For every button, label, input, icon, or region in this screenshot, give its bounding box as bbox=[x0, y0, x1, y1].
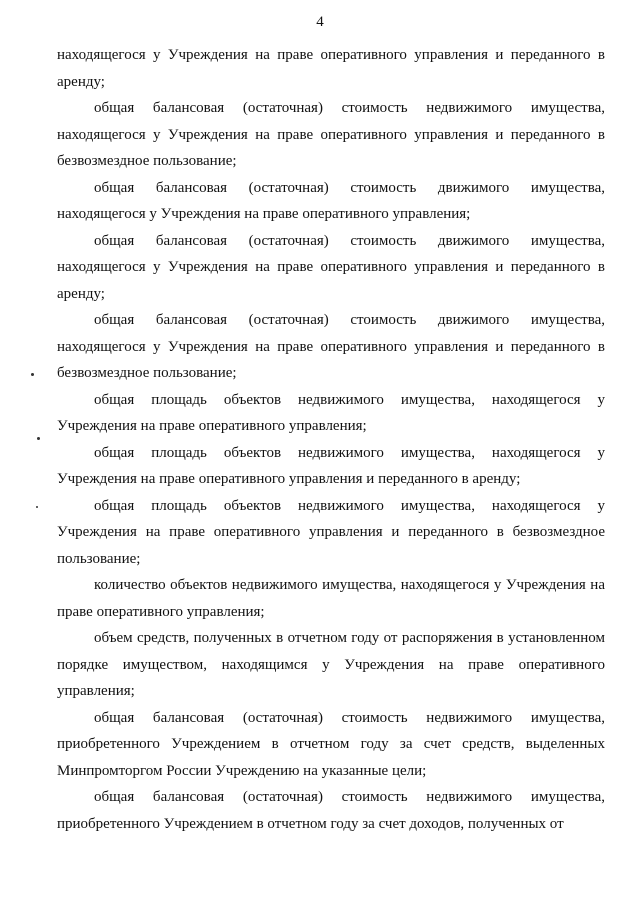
paragraph: общая площадь объектов недвижимого имущества, находящегося у Учреждения на праве оперативного управления; bbox=[57, 391, 605, 434]
paragraph: количество объектов недвижимого имущества, находящегося у Учреждения на праве оперативного управления; bbox=[57, 577, 605, 620]
paragraph: общая площадь объектов недвижимого имущества, находящегося у Учреждения на праве оперативного управления и переданного в аренду; bbox=[57, 444, 605, 487]
scan-speck bbox=[31, 373, 34, 376]
paragraph: объем средств, полученных в отчетном году от распоряжения в установленном порядке имуществом, находящимся у Учреждения на праве оперативного управления; bbox=[57, 630, 605, 699]
scan-speck bbox=[37, 437, 40, 440]
paragraph: общая балансовая (остаточная) стоимость движимого имущества, находящегося у Учреждения на праве оперативного управления; bbox=[57, 179, 605, 222]
paragraph: общая площадь объектов недвижимого имущества, находящегося у Учреждения на праве оперативного управления и переданного в безвозмездное пользование; bbox=[57, 497, 605, 567]
paragraph: общая балансовая (остаточная) стоимость движимого имущества, находящегося у Учреждения на праве оперативного управления и переданного в аренду; bbox=[57, 232, 605, 302]
document-body bbox=[57, 42, 605, 837]
scan-speck bbox=[36, 506, 38, 508]
paragraph: общая балансовая (остаточная) стоимость недвижимого имущества, приобретенного Учреждением в отчетном году за счет средств, выделенных Минпромторгом России Учреждению на указанные цели; bbox=[57, 709, 605, 779]
page-number: 4 bbox=[316, 14, 324, 30]
paragraph: общая балансовая (остаточная) стоимость недвижимого имущества, приобретенного Учреждением в отчетном году за счет доходов, полученных от bbox=[57, 789, 605, 832]
paragraph: общая балансовая (остаточная) стоимость недвижимого имущества, находящегося у Учреждения на праве оперативного управления и переданного в безвозмездное пользование; bbox=[57, 100, 605, 169]
paragraph: находящегося у Учреждения на праве оперативного управления и переданного в аренду; bbox=[57, 47, 605, 90]
paragraph: общая балансовая (остаточная) стоимость движимого имущества, находящегося у Учреждения на праве оперативного управления и переданного в безвозмездное пользование; bbox=[57, 312, 605, 381]
